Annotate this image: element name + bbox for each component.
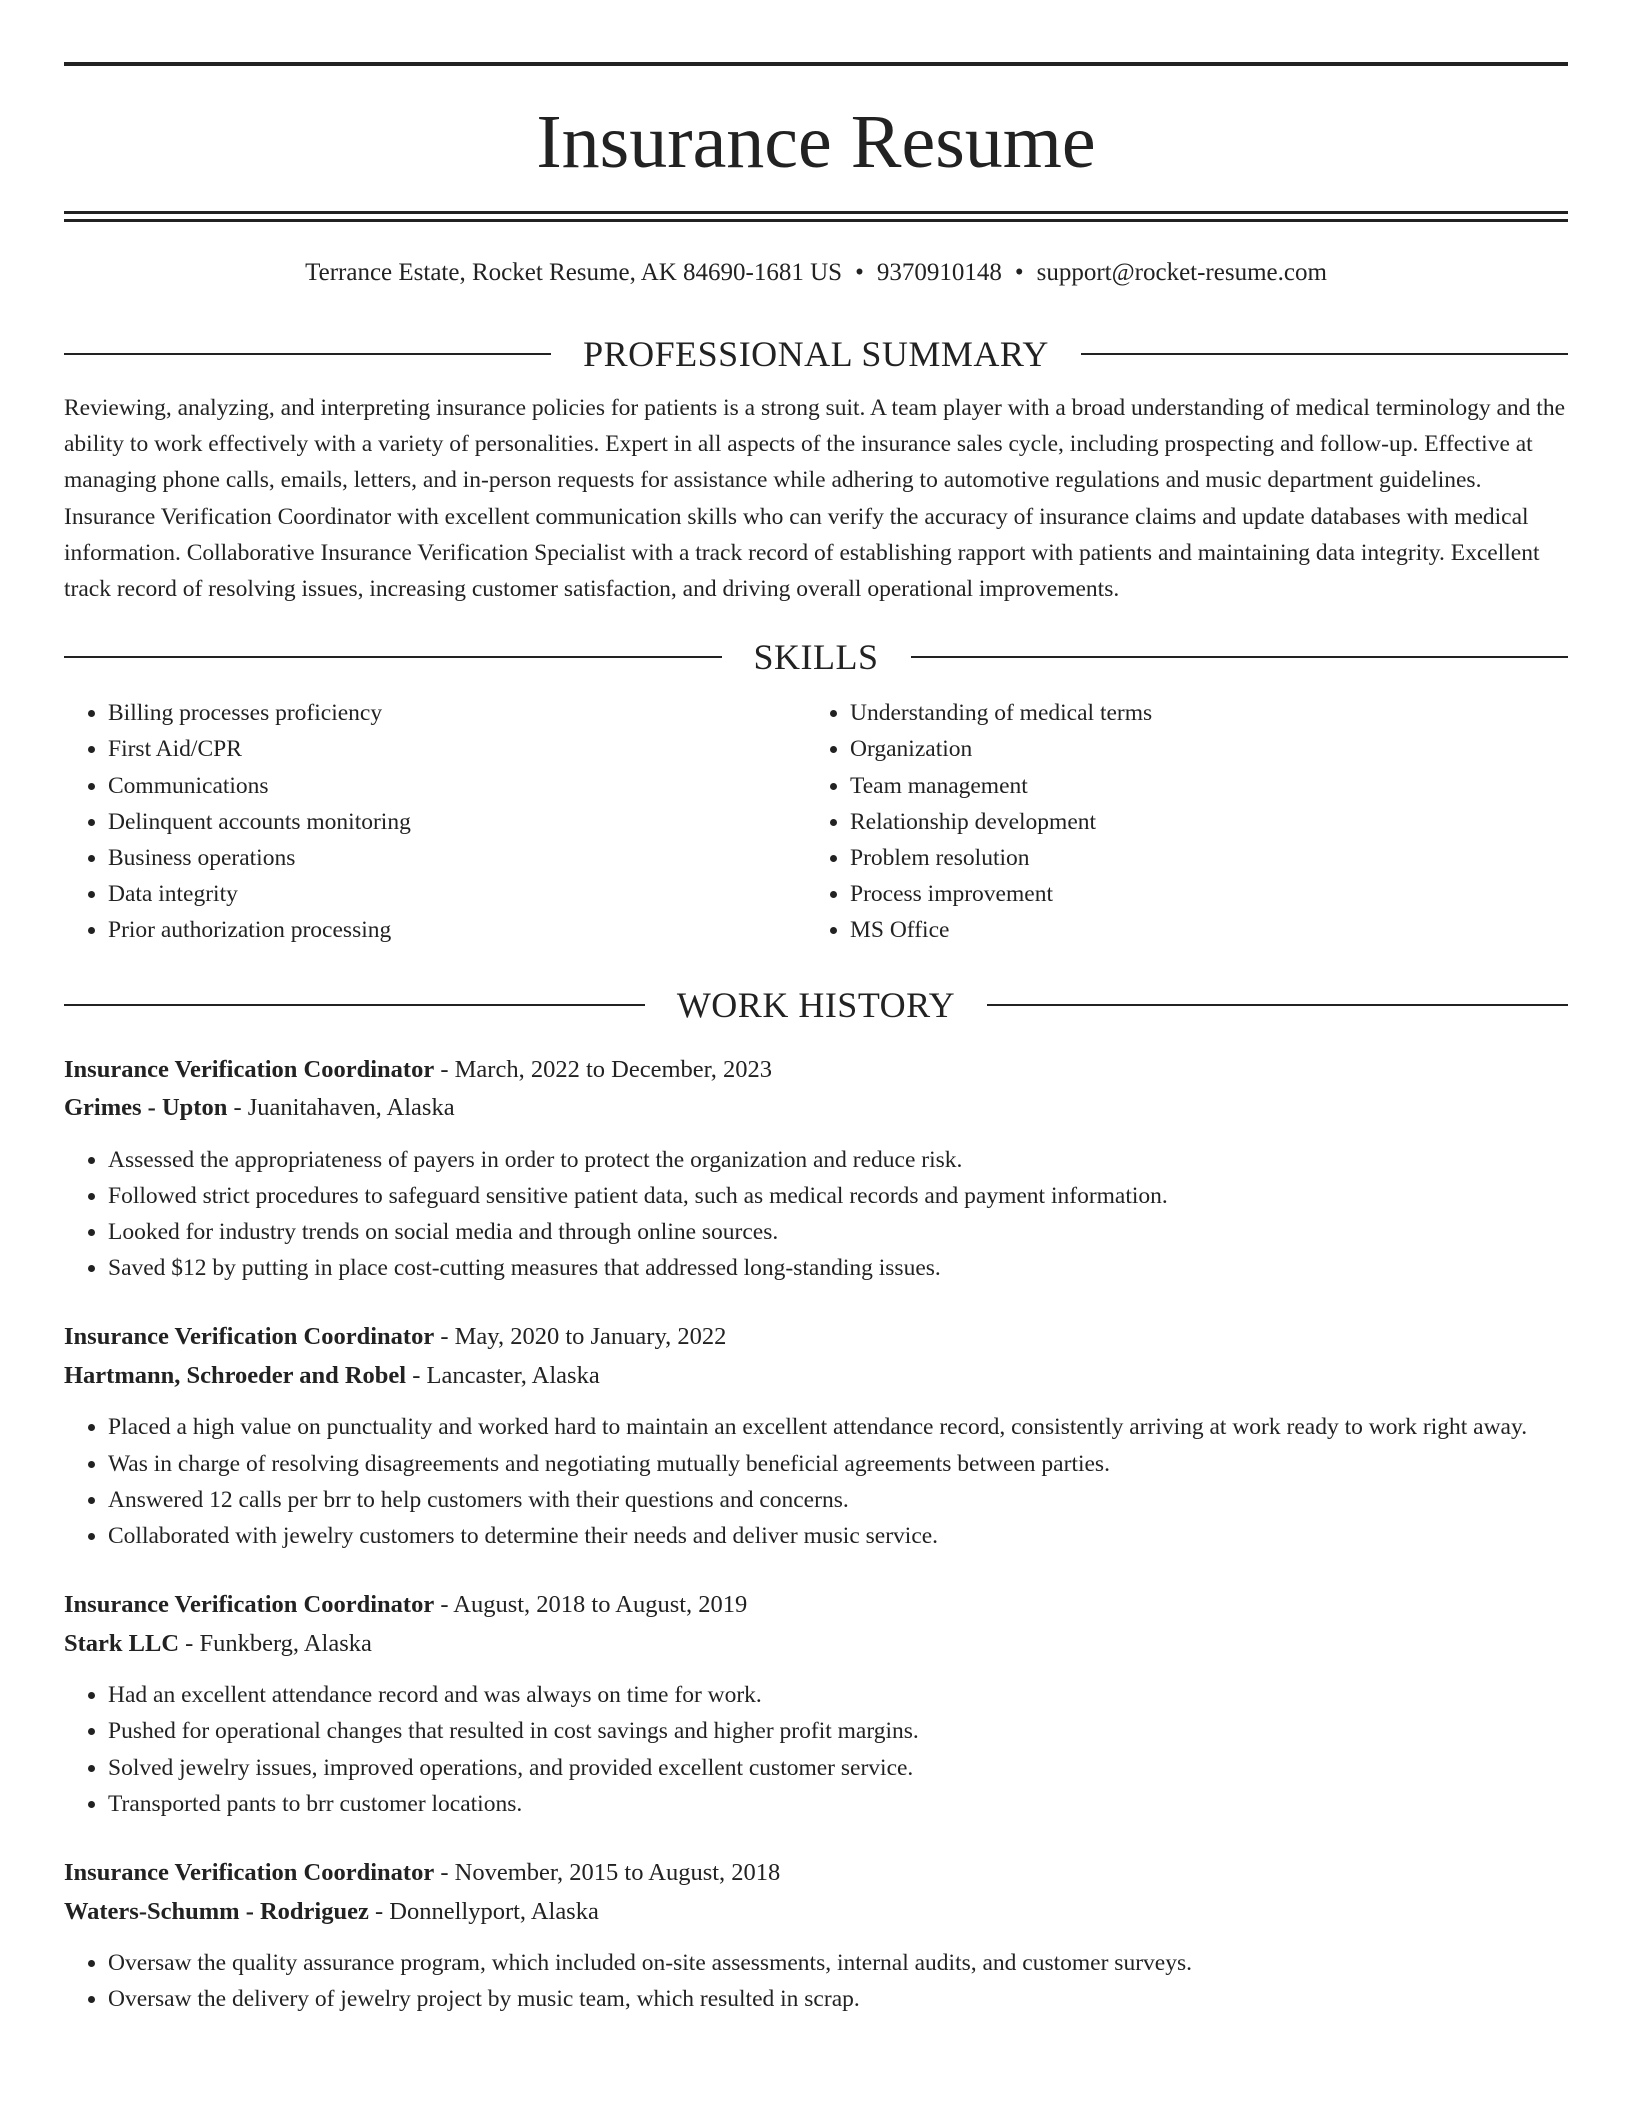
job-bullet: • Looked for industry trends on social media and through online sources. <box>108 1214 1568 1250</box>
top-rule <box>64 62 1568 66</box>
job-company: Stark LLC <box>64 1629 180 1657</box>
job-company: Waters-Schumm - Rodriguez <box>64 1897 369 1925</box>
job-location: - Donnellyport, Alaska <box>368 1897 599 1925</box>
job-company-line <box>64 1625 1568 1664</box>
job-title-line <box>64 1854 1568 1893</box>
job-dates: - March, 2022 to December, 2023 <box>434 1055 773 1083</box>
skills-column-left <box>64 695 806 948</box>
job-bullet: • Pushed for operational changes that resulted in cost savings and higher profit margins. <box>108 1713 1568 1749</box>
skills-list <box>64 695 1568 948</box>
skill-item: • Understanding of medical terms <box>850 695 1548 731</box>
contact-line <box>64 256 1568 290</box>
skill-item: • Prior authorization processing <box>108 912 806 948</box>
job-bullet: • Answered 12 calls per brr to help customers with their questions and concerns. <box>108 1482 1568 1518</box>
heading-rule <box>911 656 1569 658</box>
job-title: Insurance Verification Coordinator <box>64 1859 435 1887</box>
job-entry <box>64 1854 1568 2017</box>
skill-item: • Delinquent accounts monitoring <box>108 804 806 840</box>
job-title-line <box>64 1318 1568 1357</box>
job-entry <box>64 1586 1568 1822</box>
job-dates: - August, 2018 to August, 2019 <box>434 1591 748 1619</box>
summary-heading <box>64 332 1568 376</box>
heading-rule <box>1081 353 1568 355</box>
skills-column-right <box>806 695 1548 948</box>
skill-item: • Business operations <box>108 840 806 876</box>
job-bullet: • Collaborated with jewelry customers to determine their needs and deliver music service. <box>108 1518 1568 1554</box>
skill-item: • First Aid/CPR <box>108 731 806 767</box>
contact-separator: • <box>1014 259 1024 286</box>
job-title: Insurance Verification Coordinator <box>64 1591 435 1619</box>
skill-item: • Relationship development <box>850 804 1548 840</box>
heading-rule <box>64 1004 645 1006</box>
work-history-heading <box>64 983 1568 1027</box>
work-history-heading-label: WORK HISTORY <box>676 984 956 1025</box>
job-company-line <box>64 1893 1568 1932</box>
job-bullet: • Was in charge of resolving disagreements and negotiating mutually beneficial agreements between parties. <box>108 1446 1568 1482</box>
contact-separator: • <box>855 259 864 286</box>
resume-page <box>64 0 1568 2017</box>
job-title: Insurance Verification Coordinator <box>64 1055 435 1083</box>
job-bullet: • Oversaw the quality assurance program, which included on-site assessments, internal audits, and customer surveys. <box>108 1945 1568 1981</box>
job-location: - Juanitahaven, Alaska <box>227 1094 455 1122</box>
job-title: Insurance Verification Coordinator <box>64 1323 435 1351</box>
job-bullet: • Saved $12 by putting in place cost-cutting measures that addressed long-standing issues. <box>108 1250 1568 1286</box>
skills-heading <box>64 635 1568 679</box>
job-dates: - November, 2015 to August, 2018 <box>434 1859 781 1887</box>
job-entry <box>64 1051 1568 1287</box>
skill-item: • Billing processes proficiency <box>108 695 806 731</box>
contact-phone: 9370910148 <box>876 259 1002 286</box>
job-bullets <box>64 1409 1568 1554</box>
job-bullet: • Transported pants to brr customer locations. <box>108 1786 1568 1822</box>
job-bullets <box>64 1677 1568 1822</box>
job-bullet: • Placed a high value on punctuality and worked hard to maintain an excellent attendance record, consistently arriving at work ready to work right away. <box>108 1409 1568 1445</box>
job-bullet: • Assessed the appropriateness of payers in order to protect the organization and reduce risk. <box>108 1142 1568 1178</box>
skill-item: • Problem resolution <box>850 840 1548 876</box>
job-title-line <box>64 1051 1568 1090</box>
heading-rule <box>64 656 722 658</box>
job-bullet: • Oversaw the delivery of jewelry project by music team, which resulted in scrap. <box>108 1981 1568 2017</box>
job-company: Hartmann, Schroeder and Robel <box>64 1361 407 1389</box>
summary-text: Reviewing, analyzing, and interpreting insurance policies for patients is a strong suit. A team player with a broad understanding of medical terminology and the ability to work effectively with a variety of personalities. Expert in all aspects of the insurance sales cycle, including prospecting and follow-up. Effective at managing phone calls, emails, letters, and in-person requests for assistance while adhering to automotive regulations and music department guidelines. Insurance Verification Coordinator with excellent communication skills who can verify the accuracy of insurance claims and update databases with medical information. Collaborative Insurance Verification Specialist with a track record of establishing rapport with patients and maintaining data integrity. Excellent track record of resolving issues, increasing customer satisfaction, and driving overall operational improvements. <box>64 395 1565 603</box>
job-bullets <box>64 1945 1568 2017</box>
job-company-line <box>64 1357 1568 1396</box>
skill-item: • Process improvement <box>850 876 1548 912</box>
skills-heading-label: SKILLS <box>753 637 879 678</box>
heading-rule <box>987 1004 1568 1006</box>
job-bullet: • Followed strict procedures to safeguard sensitive patient data, such as medical records and payment information. <box>108 1178 1568 1214</box>
job-bullets <box>64 1142 1568 1287</box>
skill-item: • Data integrity <box>108 876 806 912</box>
job-dates: - May, 2020 to January, 2022 <box>434 1323 727 1351</box>
summary-heading-label: PROFESSIONAL SUMMARY <box>583 334 1049 374</box>
job-location: - Funkberg, Alaska <box>179 1629 372 1657</box>
job-entry <box>64 1318 1568 1554</box>
skill-item: • MS Office <box>850 912 1548 948</box>
contact-email: support@rocket-resume.com <box>1036 259 1327 286</box>
job-company-line <box>64 1089 1568 1128</box>
contact-address: Terrance Estate, Rocket Resume, AK 84690-1681 US <box>305 259 843 286</box>
skill-item: • Organization <box>850 731 1548 767</box>
job-location: - Lancaster, Alaska <box>406 1361 600 1389</box>
skill-item: • Communications <box>108 768 806 804</box>
job-bullet: • Solved jewelry issues, improved operations, and provided excellent customer service. <box>108 1750 1568 1786</box>
heading-rule <box>64 353 551 355</box>
job-company: Grimes - Upton <box>64 1094 228 1122</box>
job-title-line <box>64 1586 1568 1625</box>
title-double-rule <box>64 211 1568 222</box>
job-bullet: • Had an excellent attendance record and was always on time for work. <box>108 1677 1568 1713</box>
skill-item: • Team management <box>850 768 1548 804</box>
resume-title: Insurance Resume <box>536 100 1096 184</box>
